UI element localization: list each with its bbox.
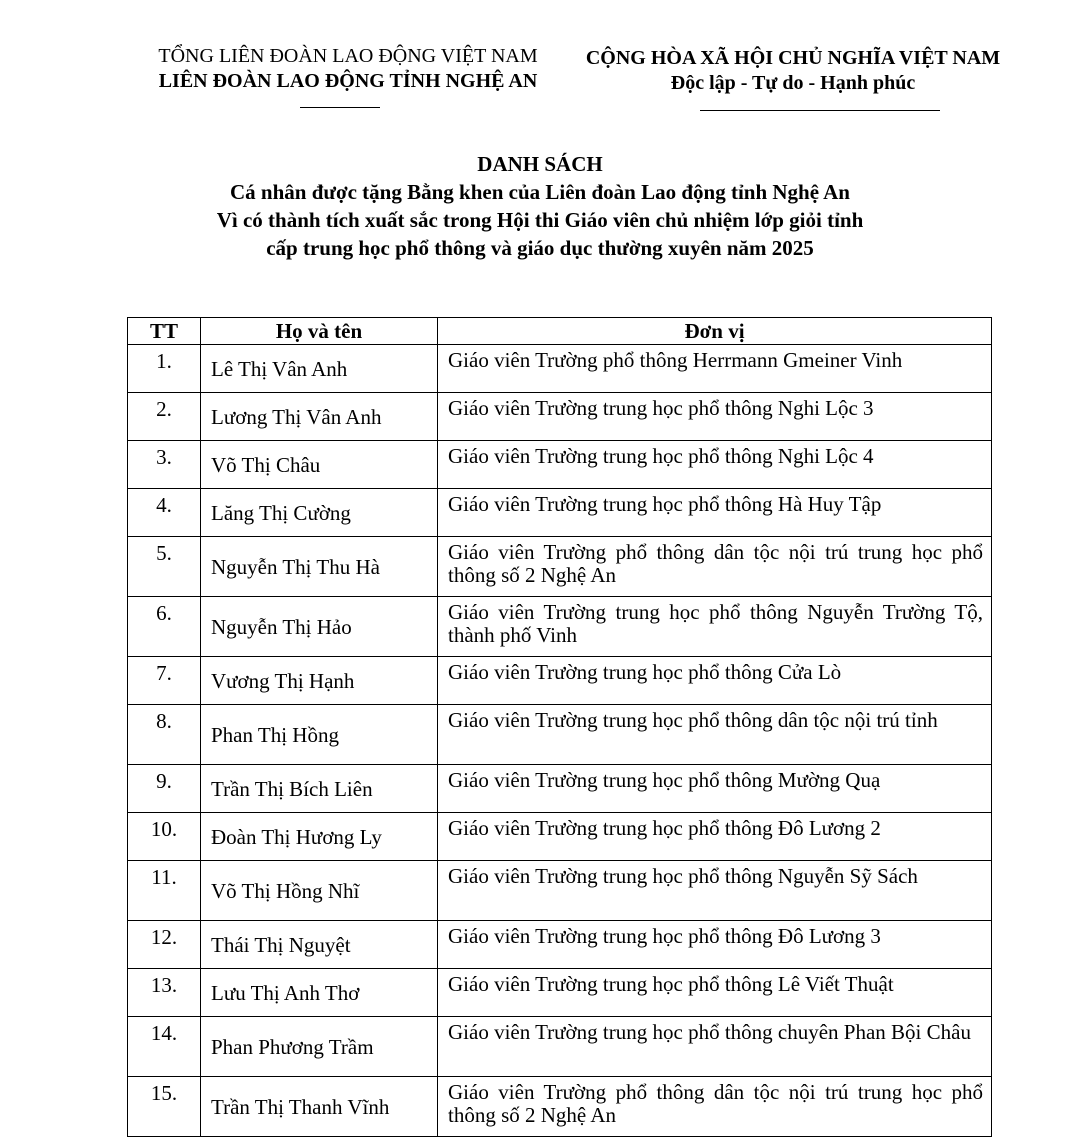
table-row [128,861,992,921]
column-header-unit: Đơn vị [438,318,992,345]
row-number: 13. [128,969,201,1017]
person-unit: Giáo viên Trường trung học phổ thông Đô Lương 2 [438,813,992,861]
person-unit: Giáo viên Trường trung học phổ thông Nghi Lộc 4 [438,441,992,489]
column-header-name: Họ và tên [201,318,438,345]
table-row [128,813,992,861]
parent-organization: TỔNG LIÊN ĐOÀN LAO ĐỘNG VIỆT NAM [158,45,538,67]
table-row [128,765,992,813]
document-subtitle-line-2: Vì có thành tích xuất sắc trong Hội thi Giáo viên chủ nhiệm lớp giỏi tỉnh [216,208,864,232]
person-name: Phan Thị Hồng [201,705,438,765]
person-unit: Giáo viên Trường trung học phổ thông Nguyễn Sỹ Sách [438,861,992,921]
table-row [128,597,992,657]
table-row [128,537,992,597]
person-name: Vương Thị Hạnh [201,657,438,705]
row-number: 7. [128,657,201,705]
person-unit: Giáo viên Trường trung học phổ thông Nghi Lộc 3 [438,393,992,441]
person-name: Đoàn Thị Hương Ly [201,813,438,861]
person-name: Thái Thị Nguyệt [201,921,438,969]
table-row [128,1017,992,1077]
header-right [566,46,1020,96]
document-title-block [0,150,1080,262]
person-name: Phan Phương Trầm [201,1017,438,1077]
person-name: Lưu Thị Anh Thơ [201,969,438,1017]
national-motto: Độc lập - Tự do - Hạnh phúc [670,72,916,94]
award-list-table [127,317,992,1137]
table-header-row [128,318,992,345]
person-name: Trần Thị Thanh Vĩnh [201,1077,438,1137]
row-number: 5. [128,537,201,597]
header-right-underline [700,110,940,111]
row-number: 12. [128,921,201,969]
row-number: 3. [128,441,201,489]
row-number: 10. [128,813,201,861]
table-row [128,345,992,393]
document-title: DANH SÁCH [477,152,603,176]
person-unit: Giáo viên Trường trung học phổ thông Hà Huy Tập [438,489,992,537]
person-name: Trần Thị Bích Liên [201,765,438,813]
row-number: 9. [128,765,201,813]
row-number: 14. [128,1017,201,1077]
header-left-underline [300,107,380,108]
issuing-organization: LIÊN ĐOÀN LAO ĐỘNG TỈNH NGHỆ AN [158,70,538,92]
person-unit: Giáo viên Trường phổ thông dân tộc nội trú trung học phổ thông số 2 Nghệ An [438,1077,992,1137]
row-number: 1. [128,345,201,393]
table-row [128,705,992,765]
document-subtitle-line-1: Cá nhân được tặng Bằng khen của Liên đoàn Lao động tỉnh Nghệ An [229,180,850,204]
document-subtitle-line-3: cấp trung học phổ thông và giáo dục thường xuyên năm 2025 [266,236,814,260]
person-name: Võ Thị Châu [201,441,438,489]
row-number: 6. [128,597,201,657]
row-number: 11. [128,861,201,921]
national-title: CỘNG HÒA XÃ HỘI CHỦ NGHĨA VIỆT NAM [585,47,1001,69]
table-row [128,657,992,705]
table-row [128,1077,992,1137]
person-unit: Giáo viên Trường phổ thông dân tộc nội trú trung học phổ thông số 2 Nghệ An [438,537,992,597]
person-unit: Giáo viên Trường trung học phổ thông dân tộc nội trú tỉnh [438,705,992,765]
person-name: Lương Thị Vân Anh [201,393,438,441]
person-unit: Giáo viên Trường trung học phổ thông Lê Viết Thuật [438,969,992,1017]
table-row [128,393,992,441]
table-row [128,489,992,537]
row-number: 8. [128,705,201,765]
row-number: 4. [128,489,201,537]
person-name: Lê Thị Vân Anh [201,345,438,393]
row-number: 2. [128,393,201,441]
person-unit: Giáo viên Trường trung học phổ thông Mường Quạ [438,765,992,813]
person-unit: Giáo viên Trường trung học phổ thông Đô Lương 3 [438,921,992,969]
person-name: Võ Thị Hồng Nhĩ [201,861,438,921]
person-unit: Giáo viên Trường phổ thông Herrmann Gmeiner Vinh [438,345,992,393]
person-name: Lăng Thị Cường [201,489,438,537]
column-header-tt: TT [128,318,201,345]
person-unit: Giáo viên Trường trung học phổ thông Nguyễn Trường Tộ, thành phố Vinh [438,597,992,657]
person-unit: Giáo viên Trường trung học phổ thông Cửa Lò [438,657,992,705]
table-row [128,441,992,489]
row-number: 15. [128,1077,201,1137]
table-row [128,921,992,969]
table-row [128,969,992,1017]
person-name: Nguyễn Thị Hảo [201,597,438,657]
person-name: Nguyễn Thị Thu Hà [201,537,438,597]
person-unit: Giáo viên Trường trung học phổ thông chuyên Phan Bội Châu [438,1017,992,1077]
header-left [130,44,566,94]
